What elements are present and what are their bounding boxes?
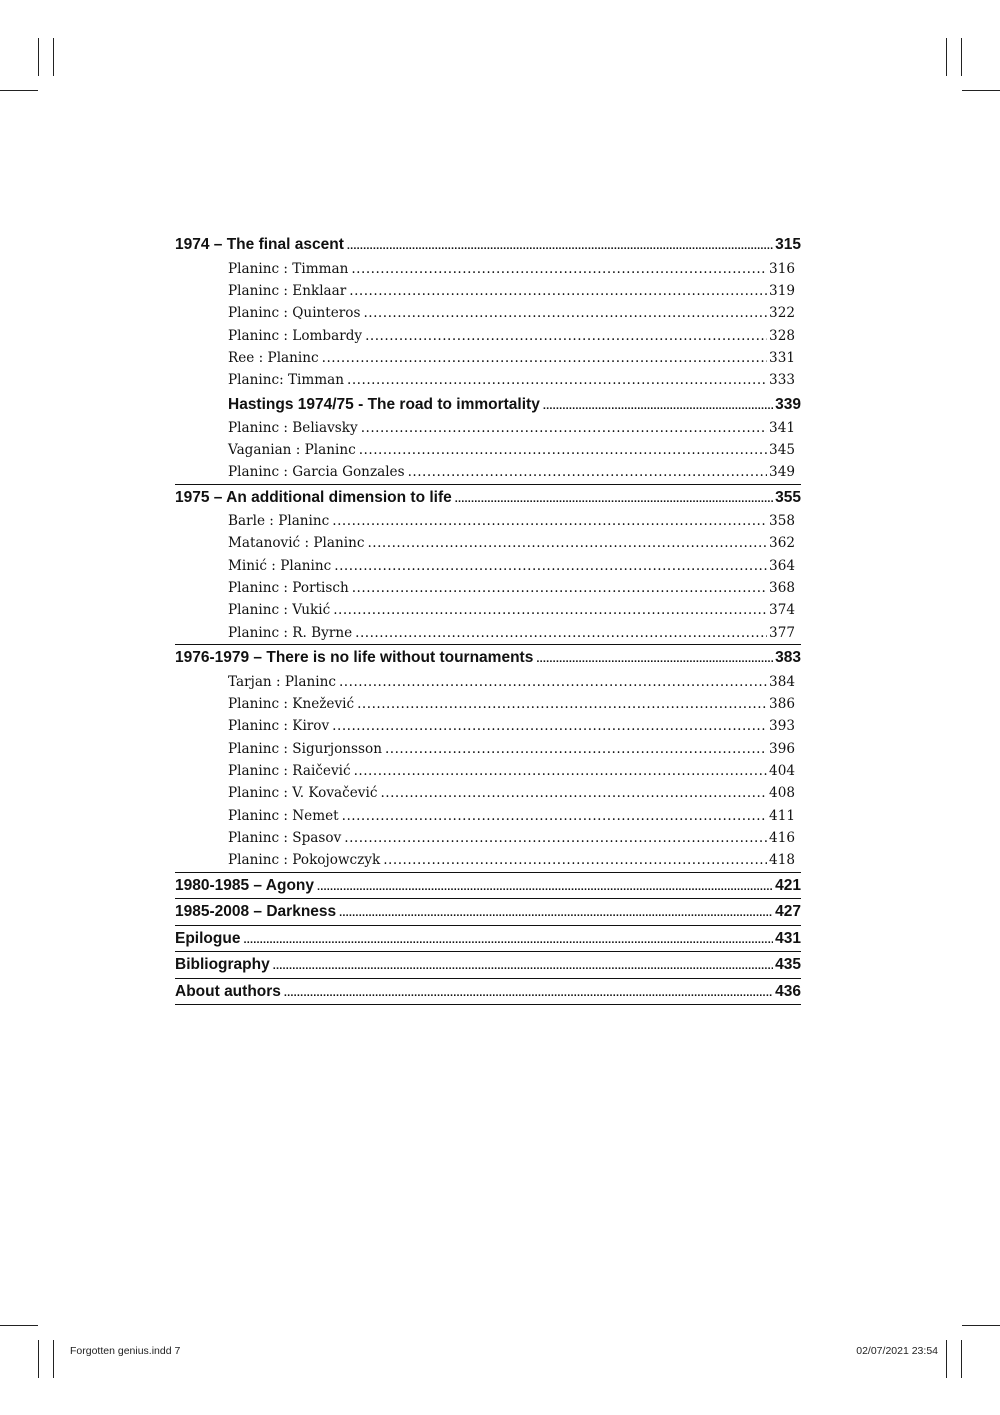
subchapter-entry-page-number: 339 <box>775 395 801 413</box>
crop-mark <box>961 38 962 76</box>
crop-mark <box>38 38 39 76</box>
print-timestamp: 02/07/2021 23:54 <box>856 1345 938 1357</box>
game-entry-title: Planinc : Portisch <box>228 580 349 597</box>
chapter-entry-page-number: 427 <box>775 903 801 921</box>
game-entry[interactable] <box>175 715 801 737</box>
game-entry[interactable] <box>175 532 801 554</box>
subchapter-entry[interactable] <box>175 392 801 417</box>
dot-leader <box>273 954 773 978</box>
game-entry-title: Ree : Planinc <box>228 349 319 366</box>
game-entry-title: Tarjan : Planinc <box>228 673 336 690</box>
dot-leader <box>367 532 767 554</box>
game-entry-page-number: 374 <box>769 602 795 619</box>
game-entry-title: Planinc : Nemet <box>228 807 339 824</box>
dot-leader <box>339 901 773 925</box>
dot-leader <box>243 928 773 952</box>
game-entry[interactable] <box>175 555 801 577</box>
game-entry-page-number: 333 <box>769 372 795 389</box>
game-entry-page-number: 396 <box>769 740 795 757</box>
game-entry-page-number: 368 <box>769 580 795 597</box>
chapter-entry-title: 1980-1985 – Agony <box>175 876 315 894</box>
dot-leader <box>543 394 773 417</box>
chapter-entry[interactable] <box>175 952 801 978</box>
dot-leader <box>408 461 767 483</box>
game-entry[interactable] <box>175 671 801 693</box>
game-entry[interactable] <box>175 461 801 483</box>
table-of-contents <box>175 232 801 1005</box>
dot-leader <box>284 981 773 1005</box>
game-entry[interactable] <box>175 325 801 347</box>
game-entry-page-number: 377 <box>769 624 795 641</box>
game-entry[interactable] <box>175 849 801 871</box>
game-entry[interactable] <box>175 439 801 461</box>
dot-leader <box>380 782 767 804</box>
game-entry-title: Planinc : Enklaar <box>228 282 347 299</box>
dot-leader <box>333 599 767 621</box>
crop-mark <box>962 1325 1000 1326</box>
crop-mark <box>0 1325 38 1326</box>
dot-leader <box>332 715 767 737</box>
crop-mark <box>53 38 54 76</box>
game-entry[interactable] <box>175 693 801 715</box>
chapter-entry[interactable] <box>175 485 801 511</box>
chapter-entry-title: Epilogue <box>175 929 241 947</box>
game-entry-title: Planinc : Pokojowczyk <box>228 852 381 869</box>
game-entry[interactable] <box>175 599 801 621</box>
crop-mark <box>38 1340 39 1378</box>
dot-leader <box>332 510 767 532</box>
game-entry[interactable] <box>175 417 801 439</box>
game-entry-title: Planinc : Sigurjonsson <box>228 740 382 757</box>
game-entry-title: Planinc : Knežević <box>228 696 355 712</box>
crop-mark <box>0 90 38 91</box>
chapter-entry-page-number: 435 <box>775 956 801 974</box>
chapter-entry-title: 1975 – An additional dimension to life <box>175 488 452 506</box>
dot-leader <box>365 325 767 347</box>
game-entry-page-number: 384 <box>769 673 795 690</box>
dot-leader <box>317 875 773 899</box>
game-entry-page-number: 408 <box>769 785 795 802</box>
dot-leader <box>383 849 767 871</box>
chapter-entry[interactable] <box>175 232 801 258</box>
game-entry[interactable] <box>175 258 801 280</box>
chapter-entry[interactable] <box>175 899 801 925</box>
crop-mark <box>961 1340 962 1378</box>
game-entry-title: Planinc : Garcia Gonzales <box>228 464 405 481</box>
dot-leader <box>344 827 767 849</box>
crop-mark <box>946 38 947 76</box>
game-entry[interactable] <box>175 510 801 532</box>
dot-leader <box>349 280 767 302</box>
game-entry-page-number: 411 <box>769 807 795 824</box>
game-entry-page-number: 319 <box>769 282 795 299</box>
chapter-entry-title: 1976-1979 – There is no life without tournaments <box>175 649 534 667</box>
chapter-entry-title: Bibliography <box>175 956 270 974</box>
dot-leader <box>322 347 767 369</box>
game-entry-title: Minić : Planinc <box>228 557 332 574</box>
game-entry-title: Barle : Planinc <box>228 513 330 530</box>
game-entry-title: Planinc : R. Byrne <box>228 624 353 641</box>
chapter-entry[interactable] <box>175 645 801 671</box>
dot-leader <box>342 805 767 827</box>
crop-mark <box>53 1340 54 1378</box>
game-entry-page-number: 349 <box>769 464 795 481</box>
dot-leader <box>455 487 773 511</box>
game-entry-title: Planinc : Beliavsky <box>228 419 358 436</box>
dot-leader <box>361 417 767 439</box>
game-entry-title: Planinc : Kirov <box>228 718 330 735</box>
game-entry-page-number: 364 <box>769 557 795 574</box>
game-entry-page-number: 331 <box>769 349 795 366</box>
game-entry-title: Matanović : Planinc <box>228 535 365 552</box>
chapter-entry[interactable] <box>175 979 801 1005</box>
dot-leader <box>351 258 767 280</box>
game-entry[interactable] <box>175 805 801 827</box>
game-entry-page-number: 362 <box>769 535 795 552</box>
dot-leader <box>347 234 773 258</box>
dot-leader <box>385 738 767 760</box>
chapter-entry-title: 1974 – The final ascent <box>175 236 344 253</box>
section-divider <box>175 1004 801 1005</box>
dot-leader <box>339 671 767 693</box>
dot-leader <box>347 369 767 391</box>
dot-leader <box>359 439 767 461</box>
game-entry[interactable] <box>175 347 801 369</box>
game-entry-title: Planinc : Vukić <box>228 602 331 619</box>
crop-mark <box>946 1340 947 1378</box>
game-entry[interactable] <box>175 760 801 782</box>
chapter-entry[interactable] <box>175 926 801 952</box>
chapter-entry-page-number: 436 <box>775 982 801 1000</box>
game-entry[interactable] <box>175 280 801 302</box>
chapter-entry-page-number: 431 <box>775 929 801 947</box>
game-entry[interactable] <box>175 738 801 760</box>
game-entry-title: Planinc : Raičević <box>228 763 351 780</box>
dot-leader <box>363 302 767 324</box>
crop-mark <box>962 90 1000 91</box>
dot-leader <box>357 693 767 715</box>
game-entry[interactable] <box>175 577 801 599</box>
game-entry-title: Planinc : V. Kovačević <box>228 785 378 802</box>
chapter-entry[interactable] <box>175 873 801 899</box>
game-entry-page-number: 341 <box>769 419 795 436</box>
game-entry-page-number: 328 <box>769 327 795 344</box>
chapter-entry-title: About authors <box>175 982 281 1000</box>
game-entry[interactable] <box>175 369 801 391</box>
game-entry-title: Planinc : Quinteros <box>228 305 361 322</box>
game-entry-page-number: 418 <box>769 852 795 869</box>
game-entry-page-number: 316 <box>769 260 795 277</box>
game-entry-page-number: 404 <box>769 763 795 780</box>
game-entry-page-number: 393 <box>769 718 795 735</box>
game-entry[interactable] <box>175 302 801 324</box>
chapter-entry-title: 1985-2008 – Darkness <box>175 903 337 921</box>
game-entry-title: Planinc : Timman <box>228 260 349 277</box>
chapter-entry-page-number: 315 <box>775 236 801 253</box>
game-entry-page-number: 416 <box>769 830 795 847</box>
game-entry-title: Vaganian : Planinc <box>228 441 356 458</box>
game-entry-title: Planinc: Timman <box>228 372 345 389</box>
chapter-entry-page-number: 383 <box>775 649 801 667</box>
chapter-entry-page-number: 421 <box>775 876 801 894</box>
dot-leader <box>354 760 767 782</box>
dot-leader <box>536 647 773 671</box>
chapter-entry-page-number: 355 <box>775 488 801 506</box>
dot-leader <box>352 577 767 599</box>
game-entry-page-number: 345 <box>769 441 795 458</box>
game-entry[interactable] <box>175 827 801 849</box>
game-entry-title: Planinc : Spasov <box>228 830 342 847</box>
subchapter-entry-title: Hastings 1974/75 - The road to immortality <box>228 395 540 413</box>
game-entry[interactable] <box>175 782 801 804</box>
game-entry[interactable] <box>175 622 801 644</box>
game-entry-page-number: 322 <box>769 305 795 322</box>
game-entry-page-number: 358 <box>769 513 795 530</box>
dot-leader <box>355 622 767 644</box>
game-entry-page-number: 386 <box>769 696 795 712</box>
game-entry-title: Planinc : Lombardy <box>228 327 363 344</box>
dot-leader <box>334 555 767 577</box>
file-slug: Forgotten genius.indd 7 <box>70 1345 181 1357</box>
